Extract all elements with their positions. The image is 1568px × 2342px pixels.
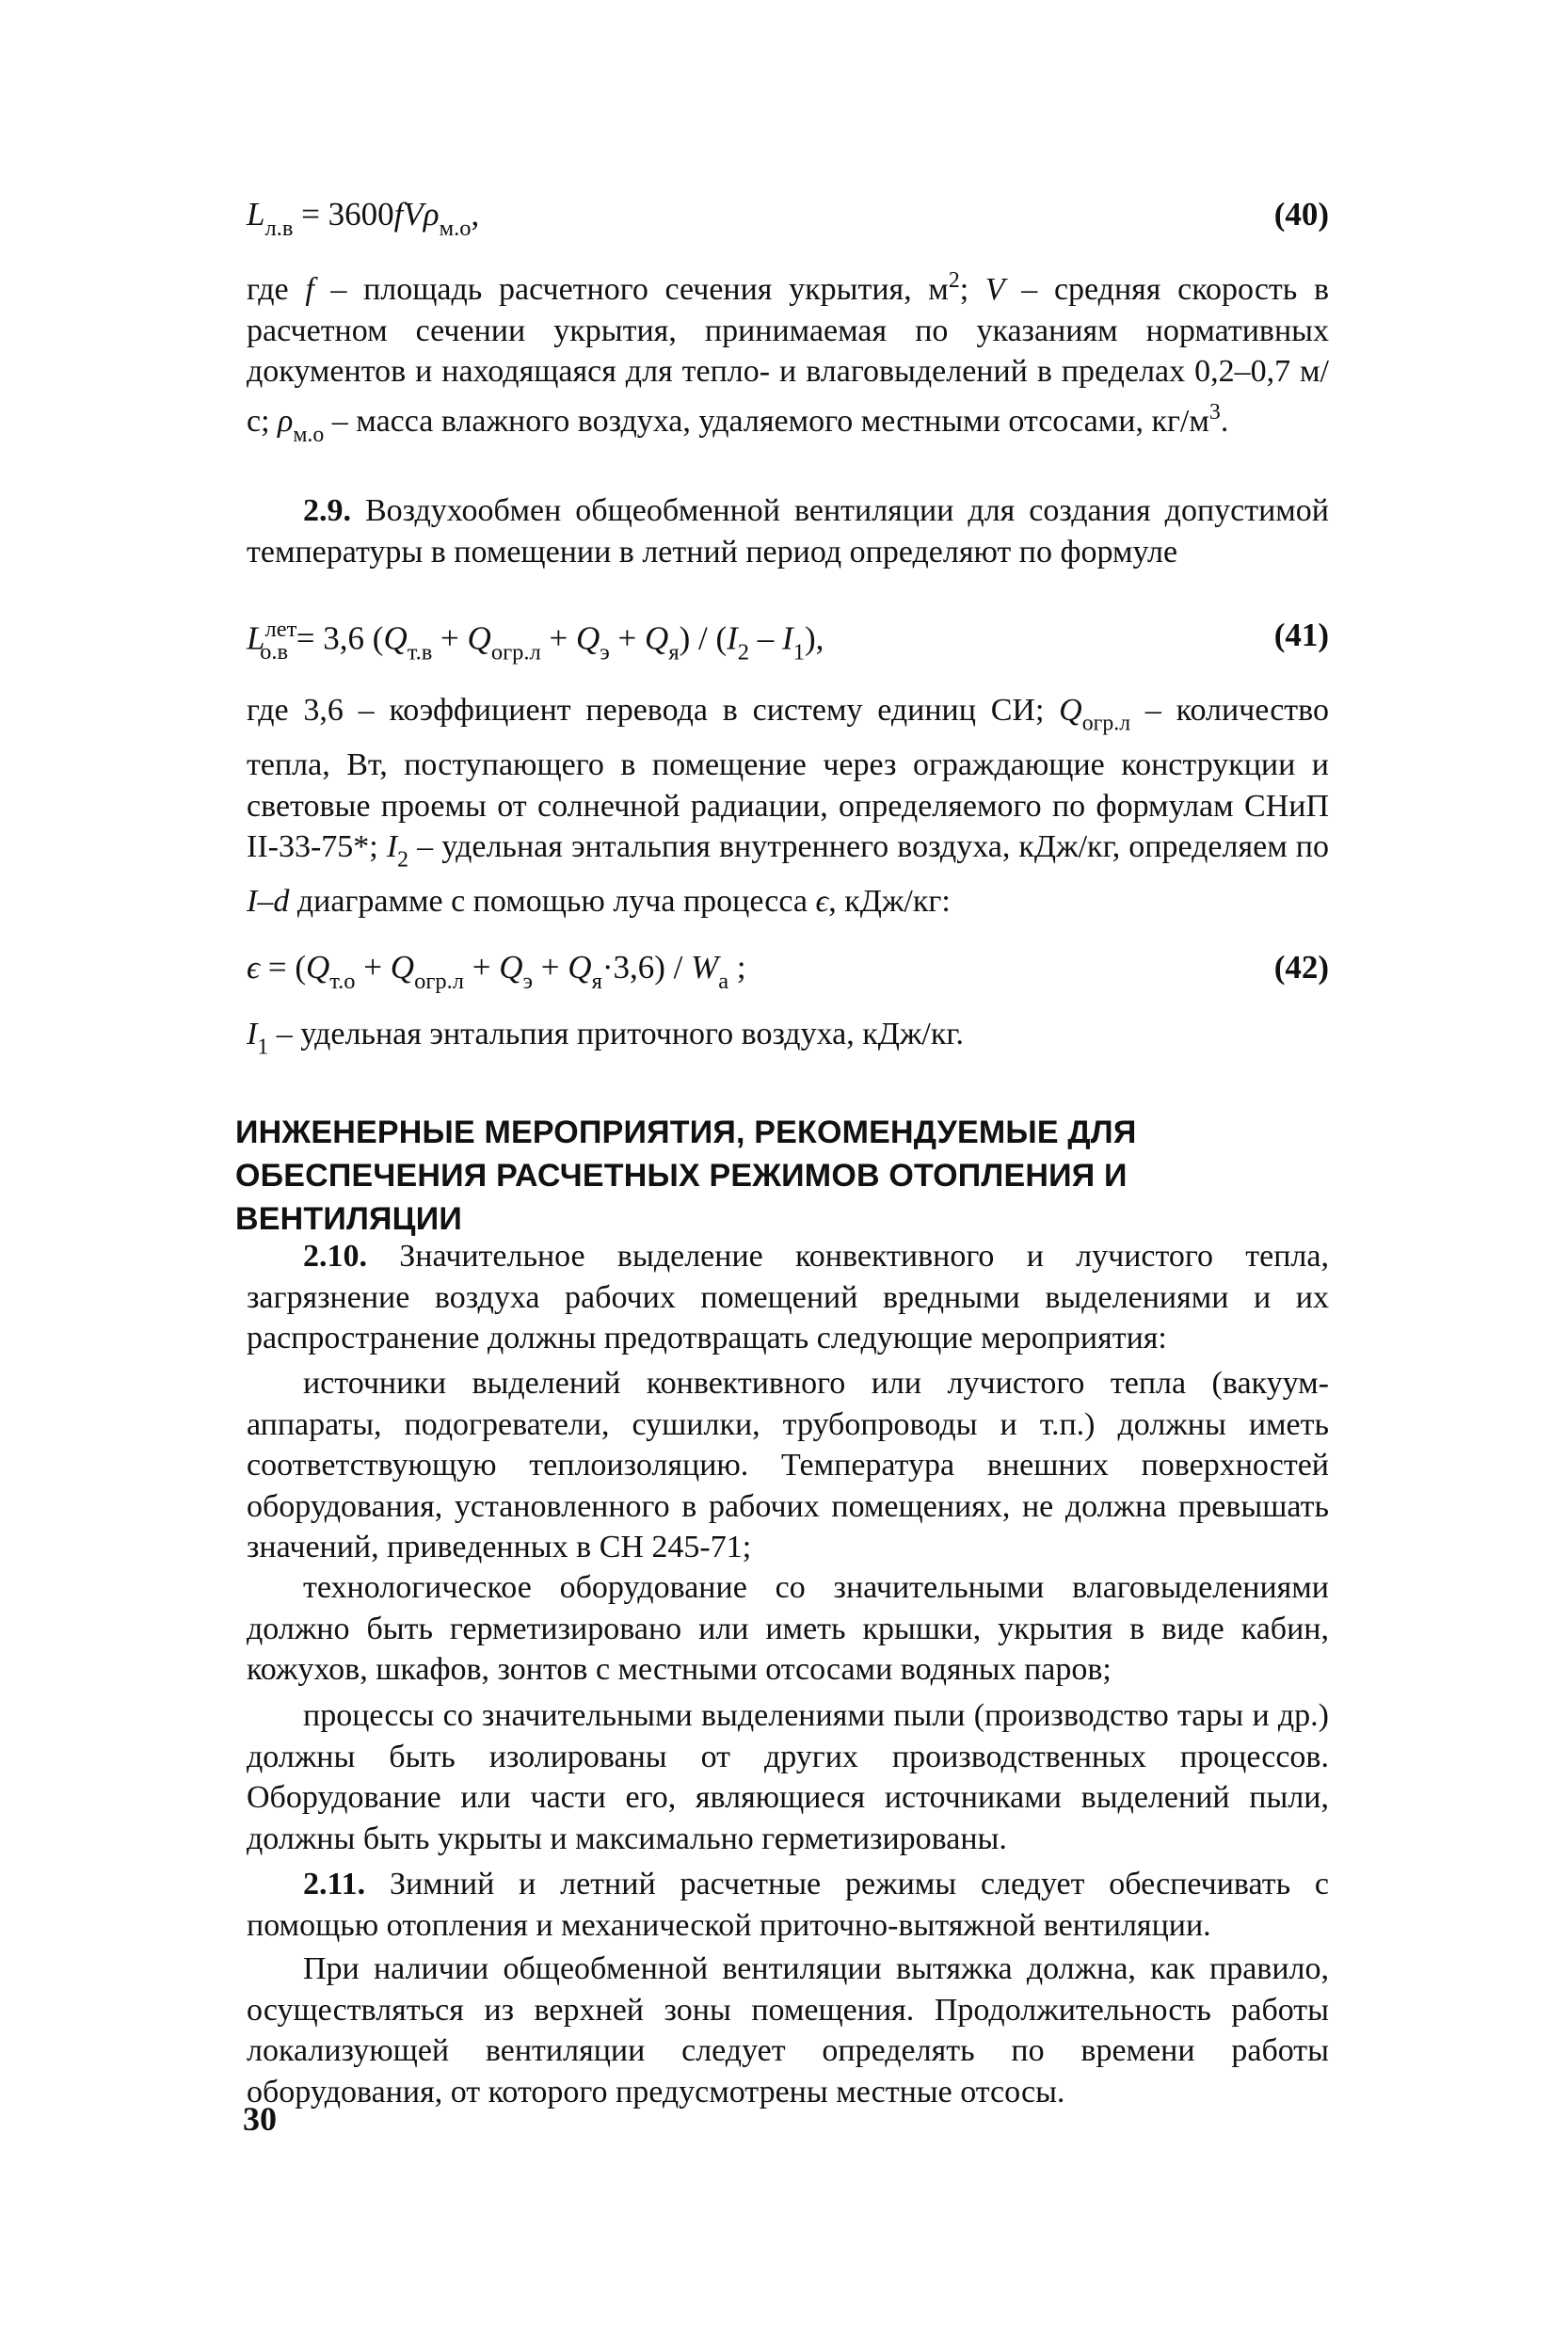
formula-42 — [247, 949, 1329, 1005]
formula-42-number: (42) — [1273, 949, 1329, 986]
formula-41 — [247, 617, 1329, 673]
paragraph-heat-sources: источники выделений конвективного или лучистого тепла (вакуум-аппараты, подогреватели, сушилки, трубопроводы и т.п.) должны иметь соответствующую теплоизоляцию. Температура внешних поверхностей оборудования, установленного в рабочих помещениях, не должна превышать значений, приведенных в СН 245-71; — [247, 1366, 1329, 1564]
formula-40-expression: $L_{л.в} = 3600fV\rho_{м.о}$, — [247, 196, 480, 242]
section-heading-line-2: ОБЕСПЕЧЕНИЯ РАСЧЕТНЫХ РЕЖИМОВ ОТОПЛЕНИЯ И ВЕНТИЛЯЦИИ — [235, 1158, 1128, 1237]
paragraph-dust: процессы со значительными выделениями пыли (производство тары и др.) должны быть изолированы от других производственных процессов. Оборудование или части его, являющиеся источниками выделений пыли, должны быть укрыты и максимально герметизированы. — [247, 1698, 1329, 1856]
section-heading-line-1: ИНЖЕНЕРНЫЕ МЕРОПРИЯТИЯ, РЕКОМЕНДУЕМЫЕ ДЛЯ — [235, 1115, 1137, 1150]
formula-41-expression: $L^{лет}_{о.в} = 3,6$ $(Q_{т.в} + Q_{огр.л} + Q_э + Q_я) / (I_2 - I_1)$, — [247, 617, 824, 666]
paragraph-2-10: 2.10. Значительное выделение конвективного и лучистого тепла, загрязнение воздуха рабочих помещений вредными выделениями и их распространение должны предотвращать следующие мероприятия: — [247, 1239, 1329, 1355]
formula-41-number: (41) — [1273, 617, 1329, 653]
paragraph-2-11: 2.11. Зимний и летний расчетные режимы следует обеспечивать с помощью отопления и механической приточно-вытяжной вентиляции. — [247, 1867, 1329, 1943]
paragraph-2-9: 2.9. Воздухообмен общеобменной вентиляции для создания допустимой температуры в помещении в летний период определяют по формуле — [247, 493, 1329, 569]
page-number: 30 — [243, 2100, 277, 2138]
formula-40 — [247, 196, 1329, 252]
paragraph-ventilation: При наличии общеобменной вентиляции вытяжка должна, как правило, осуществляться из верхней зоны помещения. Продолжительность работы локализующей вентиляции следует определять по времени работы оборудования, от которого предусмотрены местные отсосы. — [247, 1951, 1329, 2109]
paragraph-number: 2.10. — [303, 1239, 367, 1274]
paragraph-number: 2.9. — [303, 493, 351, 528]
paragraph-equipment: технологическое оборудование со значительными влаговыделениями должно быть герметизировано или иметь крышки, укрытия в виде кабин, кожухов, шкафов, зонтов с местными отсосами водяных паров; — [247, 1570, 1329, 1687]
formula-42-explanation: $I_1$ – удельная энтальпия приточного воздуха, кДж/кг. — [247, 1017, 965, 1060]
section-heading — [235, 1111, 1346, 1241]
formula-41-explanation: где 3,6 – коэффициент перевода в систему единиц СИ; $Q_{огр.л}$ – количество тепла, Вт, поступающего в помещение через ограждающие конструкции и световые проемы от солнечной радиации, определяемого по формулам СНиП II-33-75*; $I_2$ – удельная энтальпия внутреннего воздуха, кДж/кг, определяем по I–d диаграмме с помощью луча процесса ϵ, кДж/кг: — [247, 693, 1329, 920]
formula-40-explanation: где f – площадь расчетного сечения укрытия, $м^2$; V – средняя скорость в расчетном сечении укрытия, принимаемая по указаниям нормативных документов и находящаяся для тепло- и влаговыделений в пределах 0,2–0,7 м/с; $\rho_{м.о}$ – масса влажного воздуха, удаляемого местными отсосами, $кг/м^3$. — [247, 268, 1329, 447]
formula-42-expression: $\epsilon = (Q_{т.о} + Q_{огр.л} + Q_э + Q_я\cdot 3,6) / W_а$ ; — [247, 949, 746, 995]
formula-40-number: (40) — [1273, 196, 1329, 233]
paragraph-number: 2.11. — [303, 1867, 366, 1901]
